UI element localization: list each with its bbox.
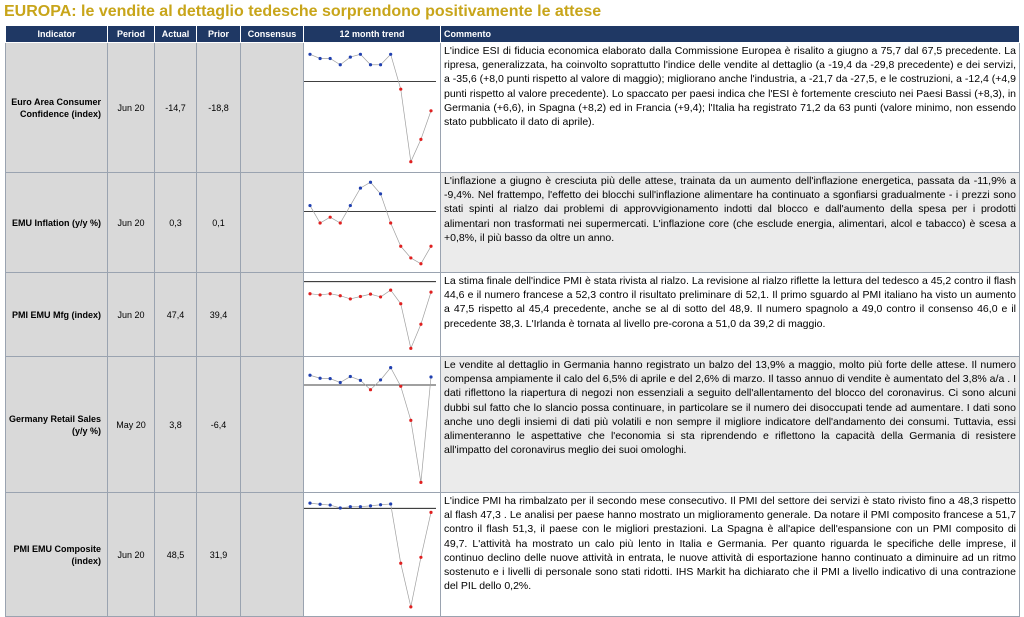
trend-point [359, 378, 362, 381]
table-row [6, 357, 1020, 493]
consensus-value [241, 357, 304, 493]
trend-sparkline [304, 46, 436, 170]
header-prior: Prior [197, 26, 241, 43]
indicator-name: Germany Retail Sales (y/y %) [6, 357, 108, 493]
page-title: EUROPA: le vendite al dettaglio tedesche sorprendono positivamente le attese [4, 3, 602, 20]
trend-point [349, 203, 352, 206]
consensus-value [241, 273, 304, 357]
trend-point [369, 63, 372, 66]
trend-line [310, 54, 431, 161]
trend-point [429, 290, 432, 293]
trend-point [369, 388, 372, 391]
trend-point [339, 63, 342, 66]
comment-text: L'indice ESI di fiducia economica elaborato dalla Commissione Europea è risalito a giugno a 75,7 dal 67,5 precedente. La ripresa, generalizzata, ha coinvolto soprattutto l'indice delle vendite al dettaglio (a -19,4 da -29,8 precedente) e dei servizi, a -35,6 (+8,0 punti rispetto al valore di maggio); migliorano anche l'industria, a -21,7 da -27,5, e le costruzioni, a -12,4 (+4,9 punti rispetto al valore precedente). Lo spaccato per paesi indica che l'ESI è fortemente cresciuto nei Paesi Bassi (+8,3), in Germania (+6,6), in Spagna (+8,2) ed in Francia (+9,4); l'Italia ha registrato 71,2 da 63 punti (valore minimo, non essendo stato pubblicato il dato di aprile). [441, 43, 1020, 173]
trend-point [379, 378, 382, 381]
trend-point [399, 302, 402, 305]
table-row [6, 43, 1020, 173]
actual-value: 0,3 [155, 173, 197, 273]
trend-sparkline [304, 495, 436, 615]
trend-point [329, 215, 332, 218]
prior-value: -6,4 [197, 357, 241, 493]
trend-point [359, 505, 362, 508]
trend-point [409, 346, 412, 349]
trend-point [369, 180, 372, 183]
header-period: Period [108, 26, 155, 43]
table-row [6, 173, 1020, 273]
trend-point [399, 244, 402, 247]
consensus-value [241, 43, 304, 173]
trend-point [329, 503, 332, 506]
comment-text: L'inflazione a giugno è cresciuta più delle attese, trainata da un aumento dell'inflazione energetica, passata da -11,9% a -9,4%. Nel frattempo, l'effetto dei blocchi sull'inflazione alimentare ha continuato a sgonfiarsi gradualmente - i prezzi sono stati spinti al rialzo dai problemi di approvvigionamento indotti dal blocco e dall'aumento della spesa per i prodotti alimentari non trasformati nei supermercati. L'inflazione core (che esclude energia, alimentari, alcol e tabacco) è scesa a +0,8%, il più basso da oltre un anno. [441, 173, 1020, 273]
period-value: Jun 20 [108, 173, 155, 273]
trend-point [318, 56, 321, 59]
trend-point [329, 292, 332, 295]
trend-cell [304, 173, 441, 273]
trend-line [310, 503, 431, 607]
trend-point [409, 605, 412, 608]
trend-point [369, 504, 372, 507]
trend-point [389, 288, 392, 291]
trend-point [349, 297, 352, 300]
trend-point [389, 221, 392, 224]
trend-point [308, 501, 311, 504]
trend-point [318, 293, 321, 296]
trend-point [339, 294, 342, 297]
trend-cell [304, 357, 441, 493]
header-trend: 12 month trend [304, 26, 441, 43]
period-value: May 20 [108, 357, 155, 493]
prior-value: 39,4 [197, 273, 241, 357]
indicator-name: EMU Inflation (y/y %) [6, 173, 108, 273]
consensus-value [241, 173, 304, 273]
trend-sparkline [304, 175, 436, 271]
header-row [6, 26, 1020, 43]
trend-point [318, 502, 321, 505]
trend-point [339, 506, 342, 509]
prior-value: 31,9 [197, 493, 241, 617]
trend-point [359, 294, 362, 297]
period-value: Jun 20 [108, 493, 155, 617]
header-consensus: Consensus [241, 26, 304, 43]
trend-point [359, 52, 362, 55]
header-actual: Actual [155, 26, 197, 43]
trend-point [389, 365, 392, 368]
trend-point [429, 510, 432, 513]
trend-sparkline [304, 275, 436, 355]
trend-point [318, 376, 321, 379]
header-comment: Commento [441, 26, 1020, 43]
indicator-name: Euro Area Consumer Confidence (index) [6, 43, 108, 173]
trend-cell [304, 43, 441, 173]
trend-point [429, 375, 432, 378]
trend-point [389, 502, 392, 505]
trend-point [369, 292, 372, 295]
comment-text: L'indice PMI ha rimbalzato per il secondo mese consecutivo. Il PMI del settore dei servizi è stato rivisto fino a 48,3 rispetto al flash 47,3 . Le analisi per paese hanno mostrato un miglioramento generale. Da notare il PMI composito francese a 51,7 contro il flash 51,3, il paese con le migliori prestazioni. La Spagna è all'apice dell'espansione con un PMI composito di 49,7. L'attività ha mostrato un calo più lento in Italia e Germania. Per quanto riguarda le specifiche delle imprese, il continuo declino delle nuove attività in entrata, le nuove attività di esportazione hanno continuato a diminuire ad un ritmo sostenuto e i livelli di personale sono stati ridotti. IHS Markit ha dichiarato che il PMI a livello indicativo di una contrazione del PIL dello 0,2%. [441, 493, 1020, 617]
trend-point [409, 160, 412, 163]
trend-point [409, 256, 412, 259]
trend-point [399, 87, 402, 90]
trend-point [359, 186, 362, 189]
indicator-name: PMI EMU Mfg (index) [6, 273, 108, 357]
period-value: Jun 20 [108, 273, 155, 357]
trend-point [349, 374, 352, 377]
trend-point [419, 262, 422, 265]
trend-point [419, 322, 422, 325]
table-row [6, 273, 1020, 357]
trend-sparkline [304, 359, 436, 491]
actual-value: 48,5 [155, 493, 197, 617]
trend-cell [304, 493, 441, 617]
trend-point [308, 292, 311, 295]
trend-point [399, 561, 402, 564]
prior-value: 0,1 [197, 173, 241, 273]
prior-value: -18,8 [197, 43, 241, 173]
trend-point [379, 63, 382, 66]
trend-line [310, 182, 431, 263]
comment-text: La stima finale dell'indice PMI è stata rivista al rialzo. La revisione al rialzo riflette la lettura del tedesco a 45,2 contro il flash 44,6 e il numero francese a 52,3 contro il risultato preliminare di 52,1. Il primo sguardo al PMI italiano ha visto un aumento a 47,5 rispetto al 45,4 precedente, anche se al di sotto del 48,9. Il numero spagnolo a 49,0 contro il consenso 46,0 e il precedente 38,3. L'Irlanda è tornata al livello pre-corona a 51,0 da 39,2 di maggio. [441, 273, 1020, 357]
trend-point [379, 192, 382, 195]
period-value: Jun 20 [108, 43, 155, 173]
trend-point [329, 56, 332, 59]
trend-cell [304, 273, 441, 357]
trend-point [419, 480, 422, 483]
actual-value: 3,8 [155, 357, 197, 493]
trend-point [349, 505, 352, 508]
trend-point [399, 384, 402, 387]
trend-point [318, 221, 321, 224]
trend-point [429, 244, 432, 247]
indicator-name: PMI EMU Composite (index) [6, 493, 108, 617]
trend-point [308, 373, 311, 376]
trend-point [429, 109, 432, 112]
table-row [6, 493, 1020, 617]
trend-point [419, 137, 422, 140]
consensus-value [241, 493, 304, 617]
trend-line [310, 290, 431, 348]
indicators-table [5, 25, 1020, 617]
actual-value: 47,4 [155, 273, 197, 357]
trend-point [419, 555, 422, 558]
trend-point [308, 203, 311, 206]
trend-point [339, 221, 342, 224]
trend-point [349, 55, 352, 58]
actual-value: -14,7 [155, 43, 197, 173]
trend-point [389, 52, 392, 55]
trend-point [379, 295, 382, 298]
header-indicator: Indicator [6, 26, 108, 43]
trend-point [329, 377, 332, 380]
trend-point [339, 380, 342, 383]
trend-point [308, 52, 311, 55]
trend-point [409, 418, 412, 421]
trend-point [379, 503, 382, 506]
comment-text: Le vendite al dettaglio in Germania hanno registrato un balzo del 13,9% a maggio, molto più forte delle attese. Il numero compensa ampiamente il calo del 6,5% di aprile e del 2,6% di marzo. Il tasso annuo di vendite è aumentato del 3,8% a/a . I dati riflettono la riapertura di negozi non essenziali a seguito dell'allentamento del blocco del coronavirus. Ci sono alcuni dubbi sul fatto che lo slancio possa continuare, in particolare se il numero dei disoccupati tende ad aumentare. I dati sono anche uno degli insiemi di dati più volatili e non sempre il migliore indicatore dell'andamento dei consumi. Tuttavia, essi alimenteranno le aspettative che l'economia si sta riprendendo e riflettono la capacità della Germania di resistere all'impatto del coronavirus meglio dei suoi omologhi. [441, 357, 1020, 493]
